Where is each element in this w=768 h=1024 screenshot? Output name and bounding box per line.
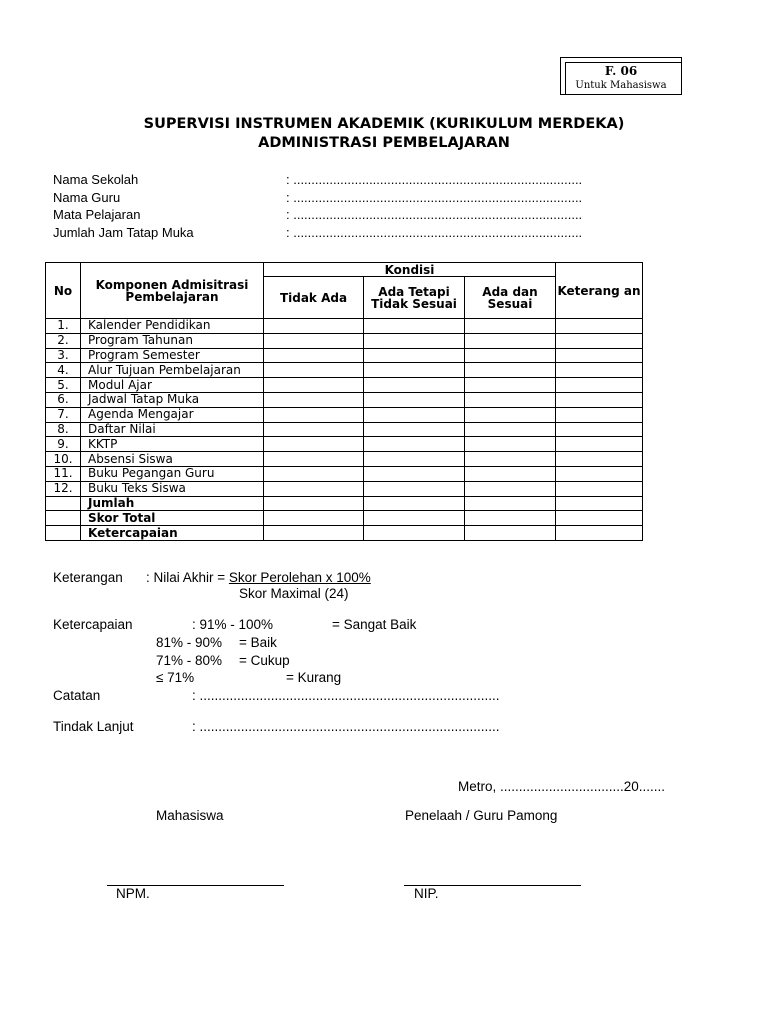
- cell-ada-sesuai: [465, 481, 556, 496]
- row-component: Program Tahunan: [81, 333, 264, 348]
- signature-right-id: NIP.: [414, 886, 439, 901]
- row-no: 10.: [46, 452, 81, 467]
- row-component: Buku Pegangan Guru: [81, 466, 264, 481]
- row-component: KKTP: [81, 437, 264, 452]
- cell-keterangan: [556, 496, 643, 511]
- row-no: 7.: [46, 407, 81, 422]
- document-title: SUPERVISI INSTRUMEN AKADEMIK (KURIKULUM MERDEKA): [143, 116, 625, 132]
- identity-label: Nama Guru: [53, 190, 121, 205]
- row-component: Alur Tujuan Pembelajaran: [81, 363, 264, 378]
- document-subtitle: ADMINISTRASI PEMBELAJARAN: [258, 135, 510, 151]
- cell-ada-sesuai: [465, 511, 556, 526]
- cell-ada-tidak-sesuai: [364, 392, 465, 407]
- row-no: 8.: [46, 422, 81, 437]
- summary-row-jumlah: [46, 496, 643, 511]
- cell-ada-sesuai: [465, 319, 556, 334]
- row-no: [46, 496, 81, 511]
- ketercapaian-label: Ketercapaian: [53, 617, 133, 632]
- catatan-value: : ................................................................................: [192, 688, 500, 703]
- identity-value: : ................................................................................: [286, 190, 583, 205]
- cell-ada-sesuai: [465, 407, 556, 422]
- level-result: = Cukup: [239, 653, 290, 668]
- place-date: Metro, .................................20.......: [458, 779, 666, 794]
- table-row: [46, 422, 643, 437]
- table-row: [46, 319, 643, 334]
- row-component: Kalender Pendidikan: [81, 319, 264, 334]
- row-component: Absensi Siswa: [81, 452, 264, 467]
- row-no: [46, 511, 81, 526]
- cell-ada-sesuai: [465, 392, 556, 407]
- header-kondisi: Kondisi: [264, 263, 556, 277]
- cell-ada-sesuai: [465, 526, 556, 541]
- cell-tidak-ada: [264, 466, 364, 481]
- row-component: Modul Ajar: [81, 378, 264, 393]
- cell-ada-sesuai: [465, 496, 556, 511]
- row-no: 11.: [46, 466, 81, 481]
- cell-ada-tidak-sesuai: [364, 333, 465, 348]
- cell-tidak-ada: [264, 481, 364, 496]
- cell-keterangan: [556, 437, 643, 452]
- cell-ada-sesuai: [465, 378, 556, 393]
- identity-value: : ................................................................................: [286, 225, 583, 240]
- cell-tidak-ada: [264, 378, 364, 393]
- row-no: 3.: [46, 348, 81, 363]
- header-tidak-ada: Tidak Ada: [264, 277, 364, 319]
- table-row: [46, 392, 643, 407]
- cell-ada-tidak-sesuai: [364, 407, 465, 422]
- cell-tidak-ada: [264, 496, 364, 511]
- identity-value: : ................................................................................: [286, 172, 583, 187]
- level-result: = Baik: [239, 635, 277, 650]
- cell-ada-sesuai: [465, 422, 556, 437]
- signature-left-title: Mahasiswa: [156, 808, 224, 823]
- row-component: Ketercapaian: [81, 526, 264, 541]
- cell-ada-tidak-sesuai: [364, 481, 465, 496]
- formula-denominator: Skor Maximal (24): [239, 586, 349, 601]
- formula-prefix: : Nilai Akhir =: [146, 570, 229, 585]
- cell-keterangan: [556, 481, 643, 496]
- cell-ada-tidak-sesuai: [364, 496, 465, 511]
- formula-numerator: Skor Perolehan x 100%: [228, 570, 371, 585]
- table-row: [46, 348, 643, 363]
- header-no: No: [46, 263, 81, 319]
- level-range: 71% - 80%: [156, 653, 223, 668]
- summary-row-skor-total: [46, 511, 643, 526]
- cell-tidak-ada: [264, 511, 364, 526]
- formula-line: [146, 570, 371, 585]
- cell-tidak-ada: [264, 407, 364, 422]
- row-no: 9.: [46, 437, 81, 452]
- cell-tidak-ada: [264, 437, 364, 452]
- cell-ada-sesuai: [465, 466, 556, 481]
- cell-keterangan: [556, 392, 643, 407]
- identity-value: : ................................................................................: [286, 207, 583, 222]
- cell-ada-sesuai: [465, 437, 556, 452]
- table-row: [46, 452, 643, 467]
- tindak-lanjut-value: : ................................................................................: [192, 719, 500, 734]
- cell-keterangan: [556, 348, 643, 363]
- cell-tidak-ada: [264, 348, 364, 363]
- cell-ada-sesuai: [465, 333, 556, 348]
- cell-ada-tidak-sesuai: [364, 378, 465, 393]
- level-range: : 91% - 100%: [192, 617, 274, 632]
- cell-keterangan: [556, 466, 643, 481]
- cell-tidak-ada: [264, 452, 364, 467]
- identity-label: Nama Sekolah: [53, 172, 139, 187]
- cell-ada-sesuai: [465, 363, 556, 378]
- row-component: Program Semester: [81, 348, 264, 363]
- cell-keterangan: [556, 363, 643, 378]
- cell-ada-tidak-sesuai: [364, 348, 465, 363]
- row-component: Jadwal Tatap Muka: [81, 392, 264, 407]
- row-component: Agenda Mengajar: [81, 407, 264, 422]
- cell-keterangan: [556, 378, 643, 393]
- cell-ada-tidak-sesuai: [364, 422, 465, 437]
- signature-left-id: NPM.: [116, 886, 150, 901]
- row-no: 5.: [46, 378, 81, 393]
- header-component: Komponen Admisitrasi Pembelajaran: [81, 263, 264, 319]
- tindak-lanjut-label: Tindak Lanjut: [53, 719, 134, 734]
- cell-tidak-ada: [264, 333, 364, 348]
- row-no: 1.: [46, 319, 81, 334]
- row-component: Skor Total: [81, 511, 264, 526]
- form-code-box: [560, 57, 682, 95]
- cell-ada-tidak-sesuai: [364, 511, 465, 526]
- header-ada-tidak-sesuai: Ada Tetapi Tidak Sesuai: [364, 277, 465, 319]
- cell-ada-tidak-sesuai: [364, 466, 465, 481]
- cell-tidak-ada: [264, 392, 364, 407]
- cell-tidak-ada: [264, 526, 364, 541]
- table-row: [46, 481, 643, 496]
- cell-ada-tidak-sesuai: [364, 526, 465, 541]
- cell-ada-sesuai: [465, 348, 556, 363]
- cell-ada-tidak-sesuai: [364, 452, 465, 467]
- row-no: 2.: [46, 333, 81, 348]
- row-component: Daftar Nilai: [81, 422, 264, 437]
- identity-label: Mata Pelajaran: [53, 207, 141, 222]
- row-no: [46, 526, 81, 541]
- cell-keterangan: [556, 319, 643, 334]
- row-no: 4.: [46, 363, 81, 378]
- cell-keterangan: [556, 422, 643, 437]
- cell-ada-tidak-sesuai: [364, 363, 465, 378]
- cell-keterangan: [556, 511, 643, 526]
- cell-keterangan: [556, 407, 643, 422]
- cell-tidak-ada: [264, 422, 364, 437]
- cell-tidak-ada: [264, 363, 364, 378]
- row-no: 12.: [46, 481, 81, 496]
- catatan-label: Catatan: [53, 688, 101, 703]
- level-range: ≤ 71%: [156, 670, 195, 685]
- header-keterangan: Keterang an: [556, 263, 643, 319]
- level-range: 81% - 90%: [156, 635, 223, 650]
- summary-row-ketercapaian: [46, 526, 643, 541]
- cell-keterangan: [556, 526, 643, 541]
- table-row: [46, 407, 643, 422]
- cell-keterangan: [556, 452, 643, 467]
- header-ada-sesuai: Ada dan Sesuai: [465, 277, 556, 319]
- table-row: [46, 333, 643, 348]
- cell-keterangan: [556, 333, 643, 348]
- table-row: [46, 437, 643, 452]
- form-code-subtitle: Untuk Mahasiswa: [575, 80, 667, 91]
- supervision-table: [45, 262, 643, 541]
- table-row: [46, 466, 643, 481]
- cell-ada-tidak-sesuai: [364, 319, 465, 334]
- identity-label: Jumlah Jam Tatap Muka: [53, 225, 194, 240]
- row-no: 6.: [46, 392, 81, 407]
- cell-ada-sesuai: [465, 452, 556, 467]
- form-code: F. 06: [604, 64, 638, 78]
- signature-right-title: Penelaah / Guru Pamong: [405, 808, 558, 823]
- row-component: Buku Teks Siswa: [81, 481, 264, 496]
- table-row: [46, 363, 643, 378]
- level-result: = Sangat Baik: [332, 617, 417, 632]
- table-row: [46, 378, 643, 393]
- keterangan-label: Keterangan: [53, 570, 123, 585]
- level-result: = Kurang: [286, 670, 342, 685]
- cell-tidak-ada: [264, 319, 364, 334]
- cell-ada-tidak-sesuai: [364, 437, 465, 452]
- row-component: Jumlah: [81, 496, 264, 511]
